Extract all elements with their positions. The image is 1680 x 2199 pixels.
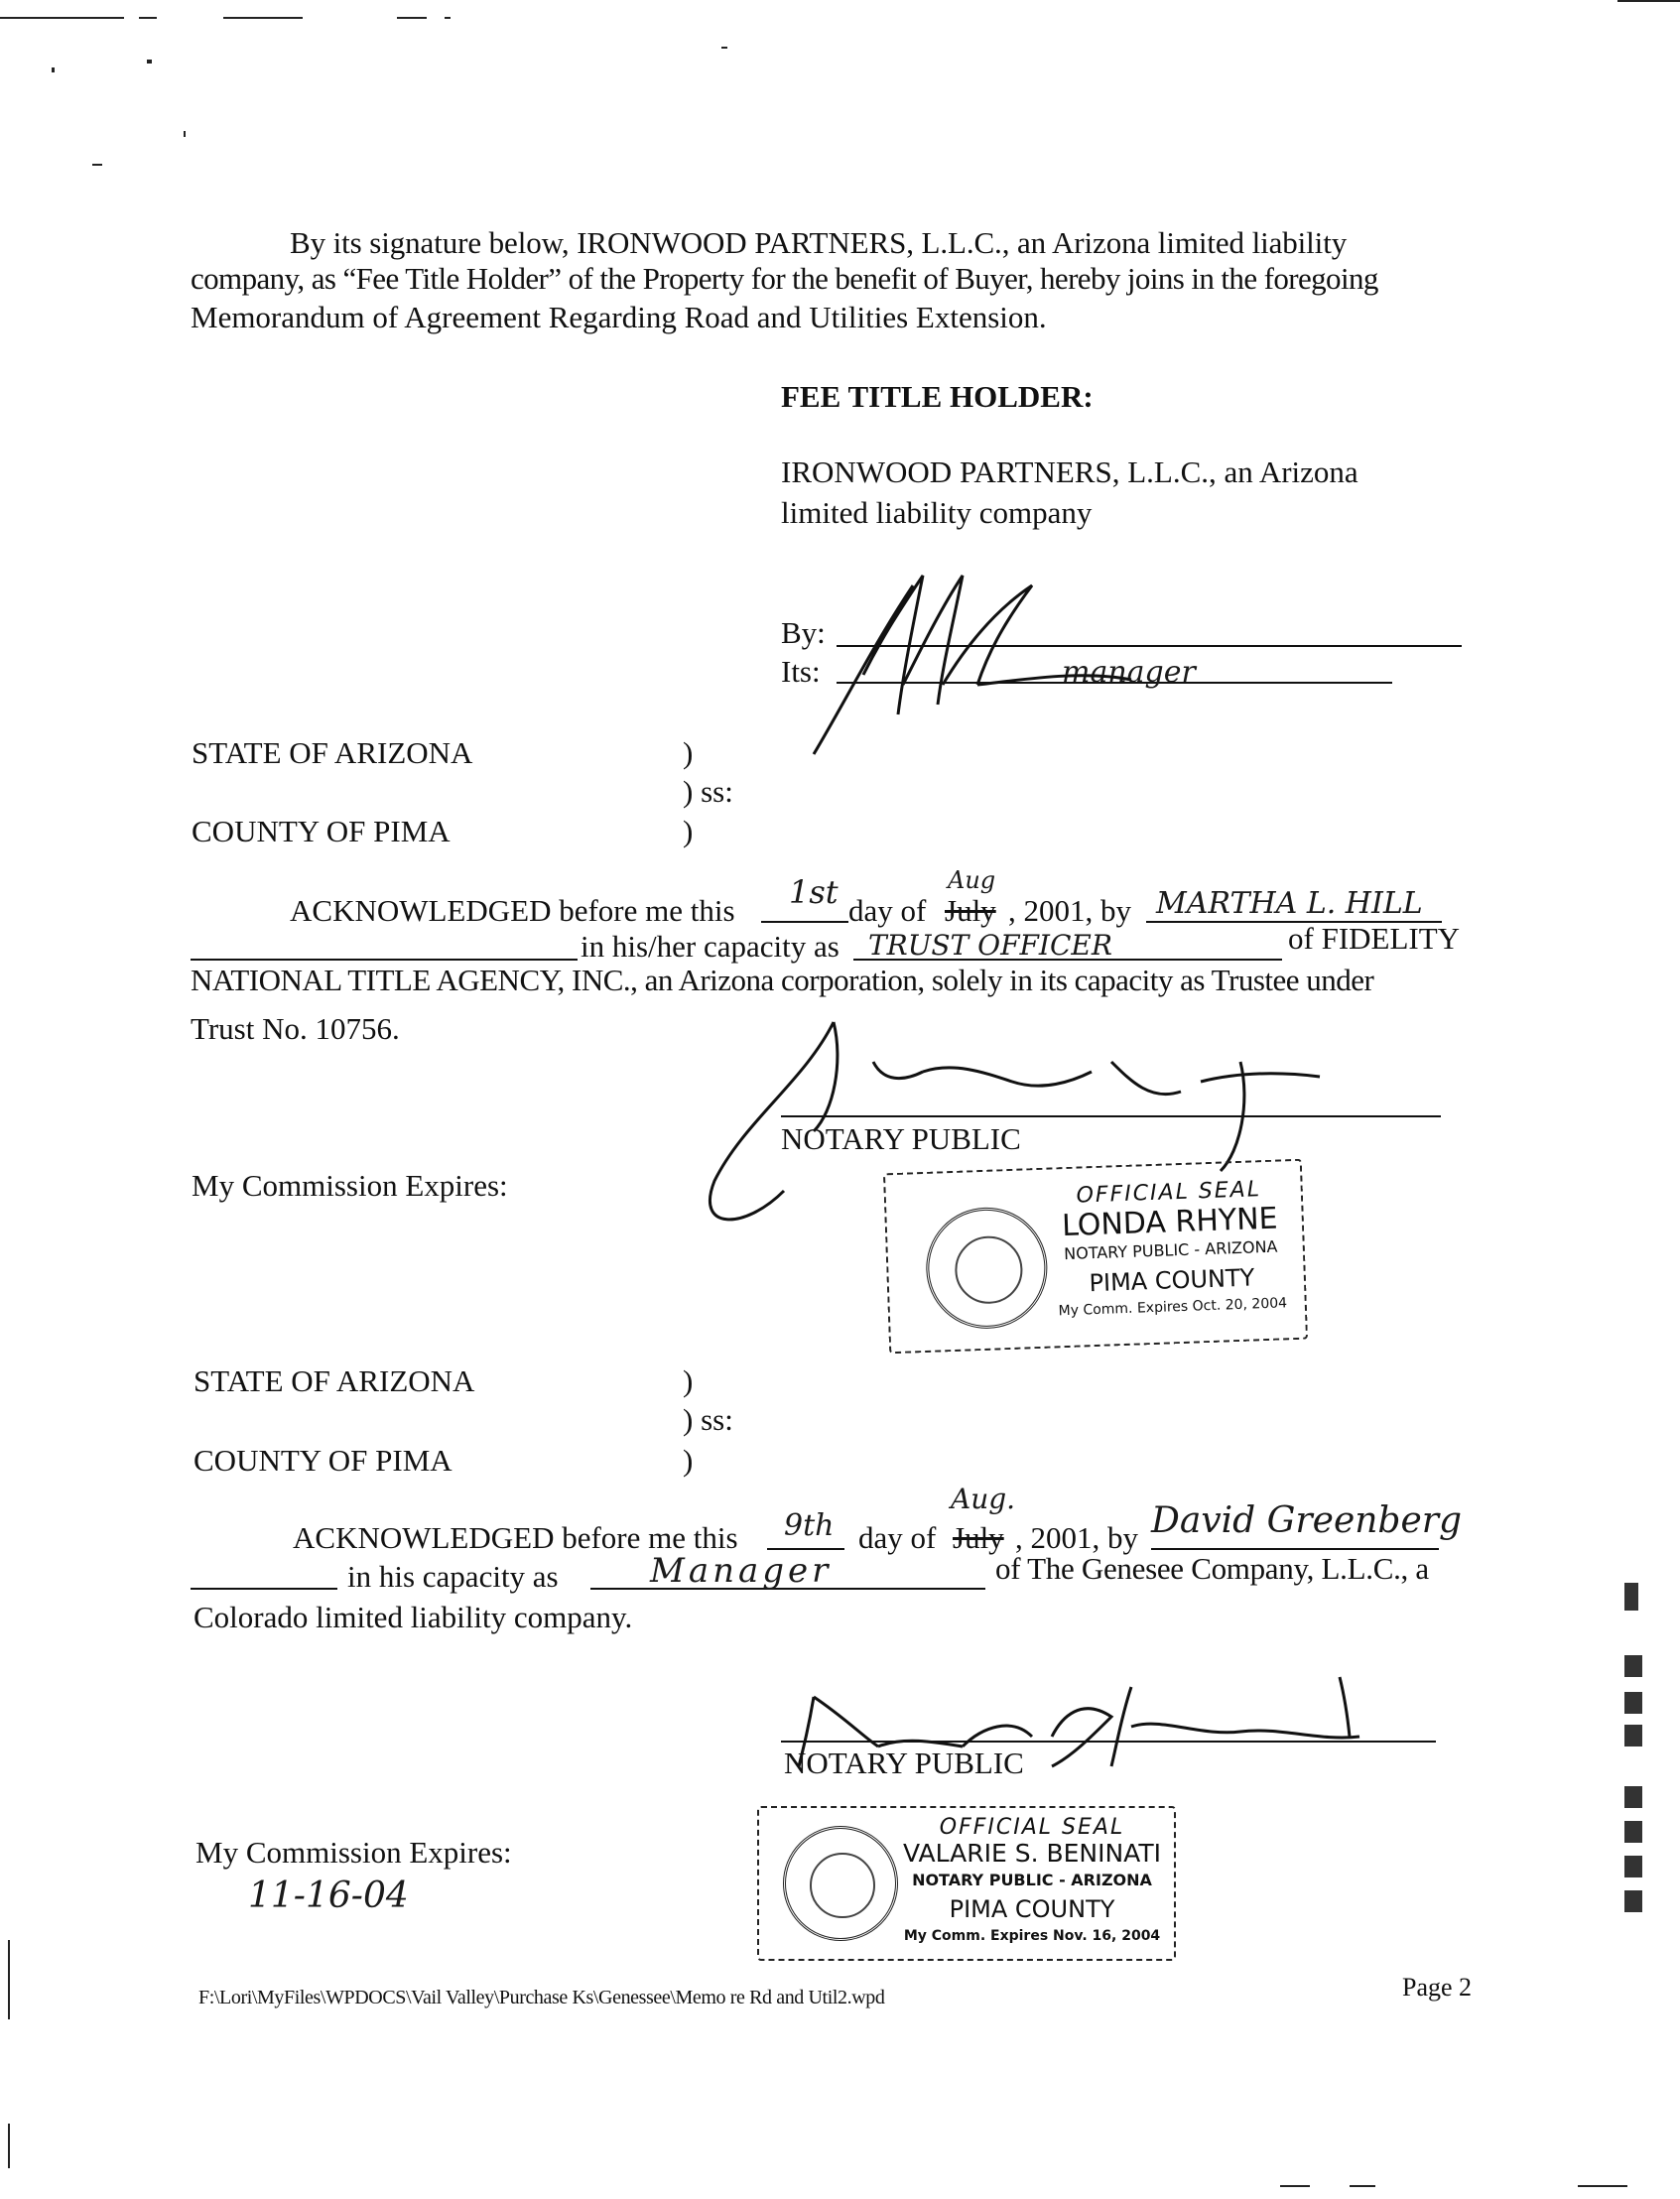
ack2-paren-3: ) <box>683 1443 694 1478</box>
seal2-line-2: VALARIE S. BENINATI <box>903 1839 1161 1868</box>
seal1-line-2: LONDA RHYNE <box>1061 1201 1279 1244</box>
ack1-capacity-handwritten: TRUST OFFICER <box>868 929 1112 962</box>
scan-mark <box>445 17 451 19</box>
ack2-blank-line <box>191 1588 337 1590</box>
notary2-official-seal <box>757 1806 1176 1961</box>
recording-stamp-mark <box>1624 1692 1642 1714</box>
recording-stamp-mark <box>1624 1725 1642 1746</box>
scan-mark <box>0 17 124 19</box>
ack1-text-5: of FIDELITY <box>1288 921 1461 956</box>
scan-mark <box>92 164 102 166</box>
seal2-line-3: NOTARY PUBLIC - ARIZONA <box>912 1871 1152 1889</box>
ack2-commission-label: My Commission Expires: <box>195 1835 512 1870</box>
ack1-state: STATE OF ARIZONA <box>192 735 473 770</box>
ack2-commission-handwritten: 11-16-04 <box>248 1876 409 1916</box>
scan-mark <box>8 2124 10 2168</box>
notary1-official-seal <box>883 1159 1308 1355</box>
scan-mark <box>1617 0 1680 2</box>
ack1-text-line-3: NATIONAL TITLE AGENCY, INC., an Arizona corporation, solely in its capacity as Trustee under <box>191 963 1374 997</box>
fee-title-holder-heading: FEE TITLE HOLDER: <box>781 379 1094 414</box>
recording-stamp-mark <box>1624 1655 1642 1677</box>
ack2-day-line <box>767 1548 844 1550</box>
ack1-text-line-4: Trust No. 10756. <box>191 1011 400 1046</box>
scan-mark <box>397 17 427 19</box>
ack1-text-4: in his/her capacity as <box>581 929 840 964</box>
footer-file-path: F:\Lori\MyFiles\WPDOCS\Vail Valley\Purchase Ks\Genessee\Memo re Rd and Util2.wpd <box>198 1987 885 2008</box>
intro-line-3: Memorandum of Agreement Regarding Road and Utilities Extension. <box>191 300 1047 334</box>
scan-mark <box>223 17 303 19</box>
scan-mark <box>52 67 55 72</box>
scan-mark <box>147 60 152 64</box>
scan-mark <box>1578 2185 1627 2187</box>
recording-stamp-mark <box>1624 1821 1642 1843</box>
seal2-line-5: My Comm. Expires Nov. 16, 2004 <box>903 1928 1161 1944</box>
ack2-name-line <box>1151 1548 1439 1550</box>
ack1-commission-label: My Commission Expires: <box>192 1168 508 1203</box>
ack1-day-handwritten: 1st <box>789 873 839 911</box>
notary1-label: NOTARY PUBLIC <box>781 1121 1021 1156</box>
its-handwritten: manager <box>1062 655 1196 690</box>
ack2-ss: ) ss: <box>683 1402 733 1437</box>
ack2-paren-1: ) <box>683 1363 694 1398</box>
seal1-line-4: PIMA COUNTY <box>1089 1263 1255 1298</box>
scan-mark <box>721 47 727 49</box>
holder-name-line-1: IRONWOOD PARTNERS, L.L.C., an Arizona <box>781 454 1358 489</box>
state-seal-emblem <box>783 1826 898 1941</box>
ack2-text-1: ACKNOWLEDGED before me this <box>293 1520 738 1555</box>
recording-stamp-mark <box>1624 1786 1642 1808</box>
notary2-signature <box>784 1657 1479 1796</box>
seal1-line-1: OFFICIAL SEAL <box>1076 1177 1262 1209</box>
ack1-text-1: ACKNOWLEDGED before me this <box>290 893 735 928</box>
state-seal-emblem <box>924 1206 1049 1331</box>
ack2-text-5: of The Genesee Company, L.L.C., a <box>995 1551 1429 1586</box>
recording-stamp-mark <box>1624 1890 1642 1912</box>
its-label: Its: <box>781 654 821 689</box>
ack1-month-struck: July <box>945 893 996 928</box>
ack2-county: COUNTY OF PIMA <box>194 1443 452 1478</box>
ack2-name-handwritten: David Greenberg <box>1151 1500 1463 1541</box>
ack1-text-2: day of <box>848 893 927 928</box>
ack1-paren-3: ) <box>683 814 694 848</box>
ack1-paren-1: ) <box>683 735 694 770</box>
seal1-line-5: My Comm. Expires Oct. 20, 2004 <box>1058 1295 1288 1320</box>
by-label: By: <box>781 615 826 650</box>
seal1-line-3: NOTARY PUBLIC - ARIZONA <box>1063 1236 1278 1264</box>
ironwood-signature <box>804 566 1161 764</box>
ack1-month-handwritten: Aug <box>948 866 996 894</box>
ack2-text-line-3: Colorado limited liability company. <box>194 1600 633 1634</box>
ack1-name-handwritten: MARTHA L. HILL <box>1156 886 1423 921</box>
notary2-label: NOTARY PUBLIC <box>784 1746 1024 1780</box>
ack2-text-4: in his capacity as <box>347 1559 559 1594</box>
seal2-line-4: PIMA COUNTY <box>949 1895 1115 1923</box>
ack1-ss: ) ss: <box>683 774 733 809</box>
ack2-month-struck: July <box>953 1520 1004 1555</box>
ack1-blank-line <box>191 959 578 961</box>
scan-mark <box>8 1940 10 2019</box>
scan-mark <box>1280 2185 1310 2187</box>
footer-page-number: Page 2 <box>1402 1973 1473 2002</box>
intro-line-1: By its signature below, IRONWOOD PARTNERS, L.L.C., an Arizona limited liability <box>290 225 1348 260</box>
ack2-month-handwritten: Aug. <box>951 1483 1016 1515</box>
ack1-text-3: , 2001, by <box>1008 893 1131 928</box>
ack2-text-2: day of <box>858 1520 937 1555</box>
recording-stamp-mark <box>1624 1856 1642 1877</box>
ack2-state: STATE OF ARIZONA <box>194 1363 475 1398</box>
intro-line-2: company, as “Fee Title Holder” of the Property for the benefit of Buyer, hereby joins in the foregoing <box>191 261 1378 296</box>
scan-mark <box>184 131 186 137</box>
ack1-county: COUNTY OF PIMA <box>192 814 451 848</box>
ack2-day-handwritten: 9th <box>784 1508 835 1543</box>
ack2-capacity-handwritten: Manager <box>650 1551 833 1591</box>
scan-mark <box>139 17 157 19</box>
ack2-text-3: , 2001, by <box>1015 1520 1138 1555</box>
seal2-line-1: OFFICIAL SEAL <box>939 1815 1125 1840</box>
ack1-day-line <box>761 921 848 923</box>
recording-stamp-mark <box>1624 1583 1638 1611</box>
holder-name-line-2: limited liability company <box>781 495 1093 530</box>
scan-mark <box>1350 2185 1375 2187</box>
